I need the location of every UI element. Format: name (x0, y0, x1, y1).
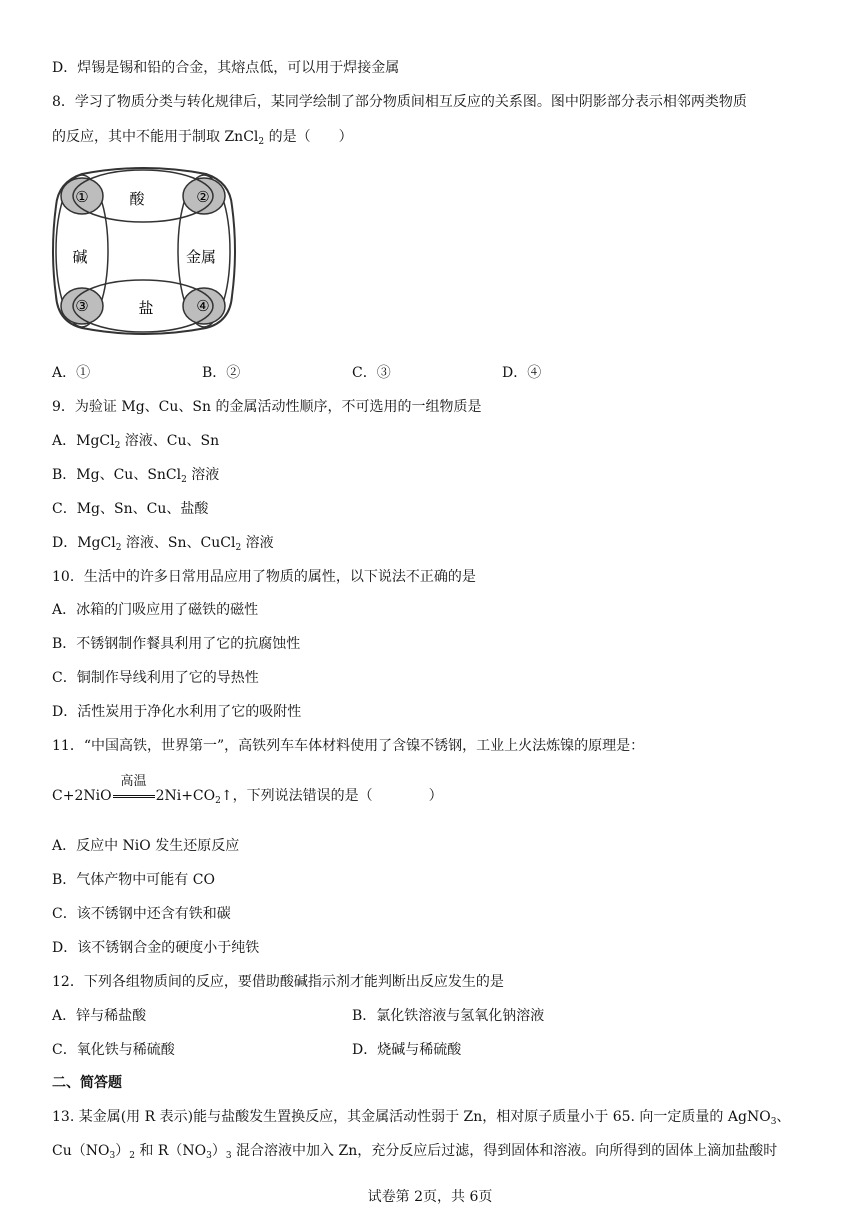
label-salt: 盐 (138, 299, 154, 317)
label-n4: ④ (196, 297, 210, 315)
q11-equation: C+2NiO 高温 $2Ni+CO_2↑$，下列说法错误的是（ ） (52, 774, 443, 806)
q11-stem: 11．“中国高铁，世界第一”，高铁列车车体材料使用了含镍不锈钢，工业上火法炼镍的原理是： (52, 738, 645, 754)
reaction-relationship-diagram (52, 166, 237, 336)
q8-option-d[interactable]: D．④ (502, 365, 542, 381)
q12-option-b[interactable]: B．氯化铁溶液与氢氧化钠溶液 (352, 1008, 545, 1024)
page-footer: 试卷第 2页，共 6页 (367, 1189, 493, 1205)
q7-option-d: D．焊锡是锡和铅的合金，其熔点低，可以用于焊接金属 (52, 60, 400, 76)
q12-option-d[interactable]: D．烧碱与稀硫酸 (352, 1042, 462, 1058)
q8-option-a[interactable]: A．① (52, 365, 91, 381)
equation-sign (113, 795, 155, 798)
q11-option-b[interactable]: B．气体产物中可能有 CO (52, 872, 215, 888)
label-n3: ③ (75, 297, 89, 315)
q8-option-b[interactable]: B．② (202, 365, 241, 381)
q12-options-row2 (52, 1040, 652, 1060)
q8-option-c[interactable]: C．③ (352, 365, 391, 381)
q12-option-a[interactable]: A．锌与稀盐酸 (52, 1008, 147, 1024)
q9-option-a[interactable]: A．MgCl$_2$ 溶液、Cu、Sn (52, 433, 220, 451)
q10-stem: 10．生活中的许多日常用品应用了物质的属性，以下说法不正确的是 (52, 569, 476, 585)
q12-options-row1 (52, 1006, 652, 1026)
q13-line1: 13. 某金属(用 R 表示)能与盐酸发生置换反应，其金属活动性弱于 Zn，相对原子质量小于 65. 向一定质量的 AgNO$_3$、 (52, 1109, 791, 1127)
section-heading: 二、简答题 (52, 1075, 122, 1091)
q12-option-c[interactable]: C．氧化铁与稀硫酸 (52, 1042, 175, 1058)
q10-option-d[interactable]: D．活性炭用于净化水利用了它的吸附性 (52, 704, 302, 720)
label-acid: 酸 (129, 190, 145, 208)
q10-option-a[interactable]: A．冰箱的门吸应用了磁铁的磁性 (52, 602, 259, 618)
q12-stem: 12．下列各组物质间的反应，要借助酸碱指示剂才能判断出反应发生的是 (52, 974, 504, 990)
q11-option-a[interactable]: A．反应中 NiO 发生还原反应 (52, 838, 240, 854)
q9-stem: 9．为验证 Mg、Cu、Sn 的金属活动性顺序，不可选用的一组物质是 (52, 399, 482, 415)
label-metal: 金属 (185, 248, 217, 266)
q11-option-c[interactable]: C．该不锈钢中还含有铁和碳 (52, 906, 231, 922)
q11-option-d[interactable]: D．该不锈钢合金的硬度小于纯铁 (52, 940, 260, 956)
q9-option-d[interactable]: D．MgCl$_2$ 溶液、Sn、CuCl$_2$ 溶液 (52, 535, 274, 553)
label-base: 碱 (72, 248, 88, 266)
q9-option-b[interactable]: B．Mg、Cu、SnCl$_2$ 溶液 (52, 467, 220, 485)
q10-option-c[interactable]: C．铜制作导线利用了它的导热性 (52, 670, 259, 686)
q9-option-c[interactable]: C．Mg、Sn、Cu、盐酸 (52, 501, 209, 517)
q8-options (52, 363, 652, 383)
q10-option-b[interactable]: B．不锈钢制作餐具利用了它的抗腐蚀性 (52, 636, 301, 652)
label-n1: ① (75, 188, 89, 206)
label-n2: ② (196, 188, 210, 206)
q13-line2: $Cu(NO_3)_2$ 和 $R(NO_3)_3$ 混合溶液中加入 Zn，充分反应后过滤，得到固体和溶液。向所得到的固体上滴加盐酸时 (52, 1143, 778, 1161)
q8-stem-line2: 的反应，其中不能用于制取 ZnCl$_2$ 的是（ ） (52, 129, 353, 147)
reaction-condition: 高温 (120, 774, 147, 789)
q8-stem-line1: 8．学习了物质分类与转化规律后，某同学绘制了部分物质间相互反应的关系图。图中阴影部分表示相邻两类物质 (52, 94, 747, 110)
